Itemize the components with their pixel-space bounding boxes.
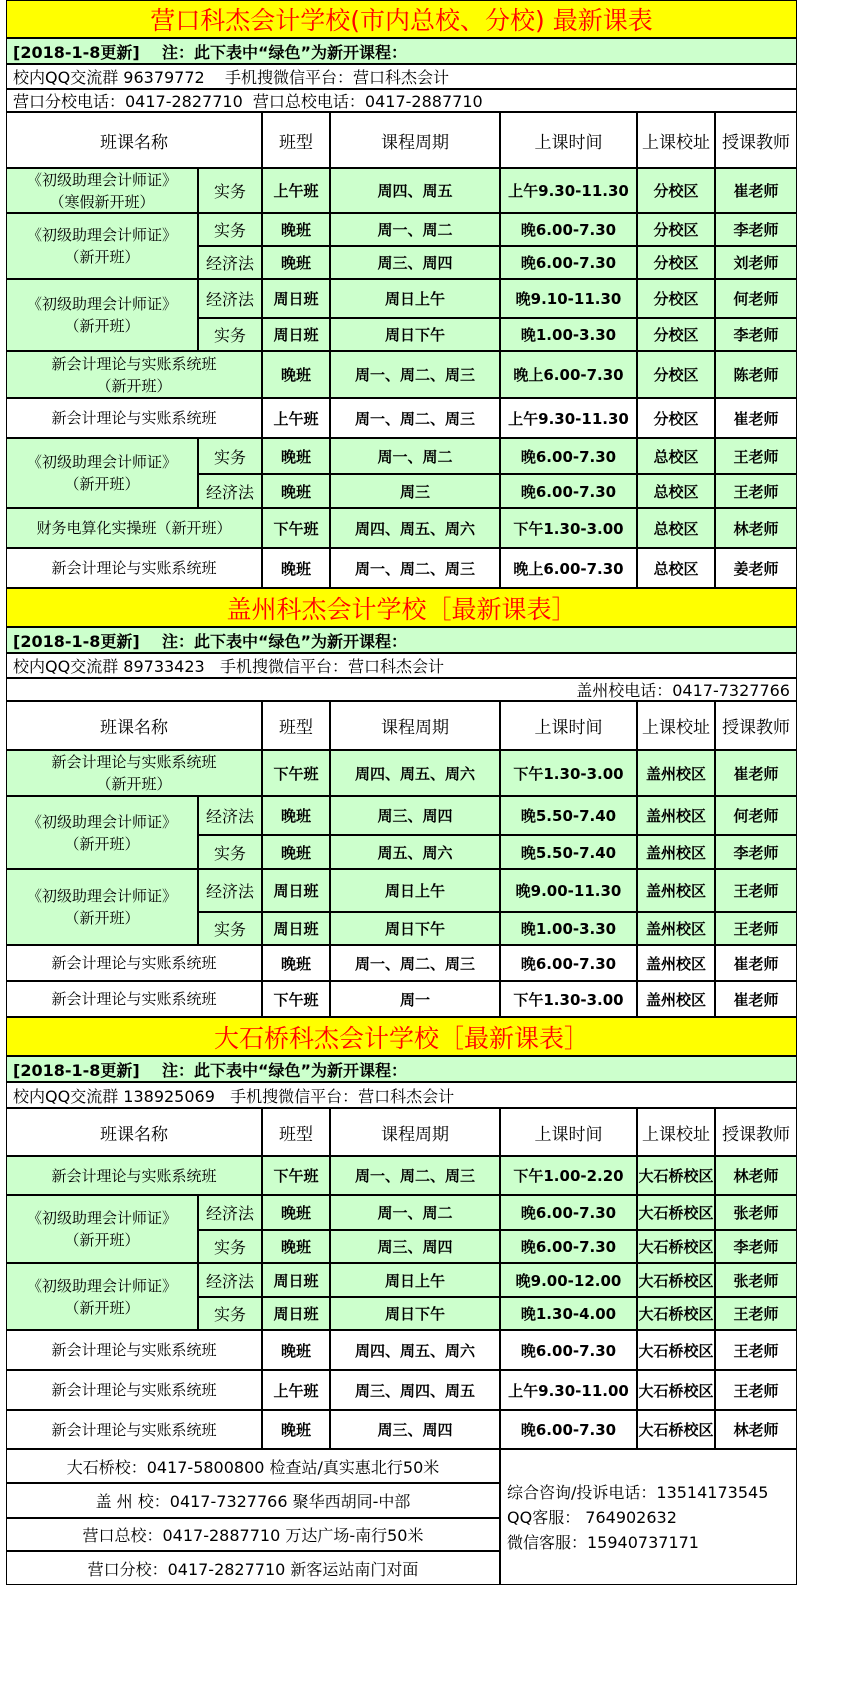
course-name (6, 1263, 198, 1330)
course-name-line1: 新会计理论与实账系统班 (51, 753, 217, 771)
subject: 实务 (198, 213, 262, 246)
class-teacher: 刘老师 (715, 246, 797, 279)
header-6: 授课教师 (715, 1108, 797, 1156)
class-time: 晚1.30-4.00 (500, 1297, 637, 1330)
class-type: 晚班 (262, 1330, 330, 1370)
class-period: 周一、周二 (330, 438, 500, 474)
class-teacher: 林老师 (715, 508, 797, 548)
class-type: 周日班 (262, 912, 330, 945)
course-name: 新会计理论与实账系统班 (6, 1330, 262, 1370)
class-teacher: 张老师 (715, 1263, 797, 1297)
class-time: 晚9.00-12.00 (500, 1263, 637, 1297)
update-note: [2018-1-8更新] 注：此下表中“绿色”为新开课程： (6, 627, 797, 653)
class-time: 上午9.30-11.30 (500, 398, 637, 438)
class-site: 大石桥校区 (637, 1297, 715, 1330)
course-name-line1: 新会计理论与实账系统班 (51, 354, 217, 373)
class-teacher: 崔老师 (715, 168, 797, 213)
subject: 实务 (198, 835, 262, 869)
course-name-line2: （新开班） (96, 376, 172, 395)
class-site: 分校区 (637, 246, 715, 279)
class-period: 周一、周二、周三 (330, 945, 500, 981)
course-name: 新会计理论与实账系统班 (6, 945, 262, 981)
course-name-line1: 《初级助理会计师证》 (26, 453, 177, 471)
class-type: 晚班 (262, 213, 330, 246)
course-name: 新会计理论与实账系统班 (6, 1370, 262, 1410)
class-type: 晚班 (262, 945, 330, 981)
class-site: 大石桥校区 (637, 1230, 715, 1263)
class-time: 晚1.00-3.30 (500, 318, 637, 351)
class-type: 下午班 (262, 981, 330, 1017)
class-time: 晚6.00-7.30 (500, 246, 637, 279)
class-type: 晚班 (262, 1230, 330, 1263)
subject: 实务 (198, 912, 262, 945)
class-period: 周一、周二 (330, 1195, 500, 1230)
class-type: 下午班 (262, 1156, 330, 1195)
course-name-line1: 《初级助理会计师证》 (26, 812, 177, 831)
header-5: 上课校址 (637, 1108, 715, 1156)
class-teacher: 林老师 (715, 1156, 797, 1195)
subject: 实务 (198, 318, 262, 351)
subject: 经济法 (198, 796, 262, 835)
class-type: 晚班 (262, 796, 330, 835)
subject: 经济法 (198, 279, 262, 318)
class-time: 晚6.00-7.30 (500, 945, 637, 981)
course-name-line1: 《初级助理会计师证》 (26, 887, 177, 905)
campus-address-2: 盖 州 校：0417-7327766 聚华西胡同-中部 (6, 1483, 500, 1518)
class-site: 大石桥校区 (637, 1156, 715, 1195)
course-name (6, 279, 198, 351)
course-name-line2: （新开班） (64, 1231, 140, 1249)
course-name-line2: （新开班） (64, 909, 140, 927)
subject: 经济法 (198, 1195, 262, 1230)
class-time: 晚6.00-7.30 (500, 1195, 637, 1230)
class-period: 周日上午 (330, 279, 500, 318)
class-type: 晚班 (262, 835, 330, 869)
header-6: 授课教师 (715, 112, 797, 168)
class-period: 周三、周四 (330, 1230, 500, 1263)
class-site: 大石桥校区 (637, 1410, 715, 1449)
qq-group-line: 校内QQ交流群 96379772 手机搜微信平台：营口科杰会计 (6, 64, 797, 89)
class-period: 周一、周二、周三 (330, 351, 500, 398)
course-name-line2: （新开班） (96, 775, 172, 793)
subject: 经济法 (198, 1263, 262, 1297)
class-teacher: 王老师 (715, 869, 797, 912)
header-3: 课程周期 (330, 701, 500, 750)
class-time: 晚6.00-7.30 (500, 1410, 637, 1449)
class-period: 周三 (330, 474, 500, 508)
course-name: 新会计理论与实账系统班 (6, 1156, 262, 1195)
class-type: 下午班 (262, 750, 330, 796)
class-time: 晚6.00-7.30 (500, 438, 637, 474)
class-teacher: 何老师 (715, 279, 797, 318)
class-period: 周四、周五、周六 (330, 1330, 500, 1370)
class-site: 分校区 (637, 351, 715, 398)
header-6: 授课教师 (715, 701, 797, 750)
class-time: 上午9.30-11.30 (500, 168, 637, 213)
course-name-line1: 《初级助理会计师证》 (26, 226, 177, 244)
header-3: 课程周期 (330, 1108, 500, 1156)
class-site: 分校区 (637, 398, 715, 438)
class-period: 周一、周二、周三 (330, 1156, 500, 1195)
class-type: 上午班 (262, 168, 330, 213)
subject: 实务 (198, 438, 262, 474)
class-period: 周一 (330, 981, 500, 1017)
class-teacher: 崔老师 (715, 981, 797, 1017)
course-name-line2: （寒假新开班） (49, 192, 155, 211)
contact-line-3: 微信客服：15940737171 (507, 1532, 699, 1552)
contact-line-1: 综合咨询/投诉电话：13514173545 (507, 1482, 769, 1502)
class-teacher: 李老师 (715, 318, 797, 351)
course-name (6, 1195, 198, 1263)
class-type: 周日班 (262, 1263, 330, 1297)
class-teacher: 崔老师 (715, 750, 797, 796)
phone-line: 营口分校电话：0417-2827710 营口总校电话：0417-2887710 (6, 89, 797, 112)
class-period: 周一、周二 (330, 213, 500, 246)
campus-address-3: 营口总校：0417-2887710 万达广场-南行50米 (6, 1518, 500, 1551)
header-1: 班课名称 (6, 112, 262, 168)
class-teacher: 王老师 (715, 912, 797, 945)
class-site: 盖州校区 (637, 981, 715, 1017)
subject: 经济法 (198, 869, 262, 912)
class-type: 下午班 (262, 508, 330, 548)
course-name: 财务电算化实操班（新开班） (6, 508, 262, 548)
class-type: 晚班 (262, 1410, 330, 1449)
class-period: 周三、周四 (330, 1410, 500, 1449)
class-time: 晚5.50-7.40 (500, 835, 637, 869)
course-name (6, 213, 198, 279)
class-type: 周日班 (262, 1297, 330, 1330)
class-period: 周三、周四、周五 (330, 1370, 500, 1410)
class-period: 周三、周四 (330, 796, 500, 835)
update-note: [2018-1-8更新] 注：此下表中“绿色”为新开课程： (6, 38, 797, 64)
course-name: 新会计理论与实账系统班 (6, 1410, 262, 1449)
class-type: 晚班 (262, 548, 330, 588)
class-teacher: 李老师 (715, 1230, 797, 1263)
class-site: 分校区 (637, 168, 715, 213)
header-4: 上课时间 (500, 112, 637, 168)
class-time: 晚6.00-7.30 (500, 1330, 637, 1370)
class-site: 分校区 (637, 279, 715, 318)
class-period: 周一、周二、周三 (330, 398, 500, 438)
header-2: 班型 (262, 1108, 330, 1156)
class-period: 周日上午 (330, 869, 500, 912)
class-teacher: 李老师 (715, 213, 797, 246)
class-period: 周日下午 (330, 912, 500, 945)
course-name (6, 796, 198, 869)
course-name-line2: （新开班） (64, 248, 140, 266)
header-1: 班课名称 (6, 1108, 262, 1156)
section-title: 营口科杰会计学校(市内总校、分校) 最新课表 (6, 0, 797, 38)
course-name-line2: （新开班） (64, 475, 140, 493)
class-site: 大石桥校区 (637, 1370, 715, 1410)
campus-address-4: 营口分校：0417-2827710 新客运站南门对面 (6, 1551, 500, 1585)
update-note: [2018-1-8更新] 注：此下表中“绿色”为新开课程： (6, 1056, 797, 1082)
class-period: 周四、周五、周六 (330, 750, 500, 796)
class-type: 晚班 (262, 474, 330, 508)
course-name-line1: 《初级助理会计师证》 (26, 1276, 177, 1295)
class-time: 下午1.30-3.00 (500, 750, 637, 796)
class-time: 下午1.00-2.20 (500, 1156, 637, 1195)
subject: 经济法 (198, 474, 262, 508)
course-name-line2: （新开班） (64, 1298, 140, 1317)
phone-line: 盖州校电话：0417-7327766 (6, 678, 797, 701)
course-name: 新会计理论与实账系统班 (6, 981, 262, 1017)
class-site: 总校区 (637, 474, 715, 508)
class-type: 晚班 (262, 351, 330, 398)
subject: 实务 (198, 168, 262, 213)
class-teacher: 崔老师 (715, 398, 797, 438)
campus-address-1: 大石桥校：0417-5800800 检查站/真实惠北行50米 (6, 1449, 500, 1483)
class-period: 周日下午 (330, 1297, 500, 1330)
course-name-line1: 《初级助理会计师证》 (26, 295, 177, 313)
class-period: 周五、周六 (330, 835, 500, 869)
header-4: 上课时间 (500, 1108, 637, 1156)
header-2: 班型 (262, 701, 330, 750)
course-name: 新会计理论与实账系统班 (6, 398, 262, 438)
class-site: 盖州校区 (637, 796, 715, 835)
course-name-line1: 《初级助理会计师证》 (26, 1209, 177, 1227)
class-site: 盖州校区 (637, 750, 715, 796)
class-type: 周日班 (262, 318, 330, 351)
class-site: 总校区 (637, 548, 715, 588)
class-time: 下午1.30-3.00 (500, 508, 637, 548)
qq-group-line: 校内QQ交流群 138925069 手机搜微信平台：营口科杰会计 (6, 1082, 797, 1108)
class-time: 上午9.30-11.00 (500, 1370, 637, 1410)
course-name (6, 438, 198, 508)
class-period: 周四、周五、周六 (330, 508, 500, 548)
class-teacher: 陈老师 (715, 351, 797, 398)
class-site: 大石桥校区 (637, 1195, 715, 1230)
class-time: 晚上6.00-7.30 (500, 548, 637, 588)
class-site: 总校区 (637, 508, 715, 548)
header-1: 班课名称 (6, 701, 262, 750)
class-site: 大石桥校区 (637, 1263, 715, 1297)
class-site: 盖州校区 (637, 912, 715, 945)
class-site: 盖州校区 (637, 835, 715, 869)
subject: 实务 (198, 1230, 262, 1263)
subject: 实务 (198, 1297, 262, 1330)
class-site: 大石桥校区 (637, 1330, 715, 1370)
section-title: 大石桥科杰会计学校［最新课表］ (6, 1017, 797, 1056)
contact-box (500, 1449, 797, 1585)
class-time: 晚5.50-7.40 (500, 796, 637, 835)
class-time: 晚9.10-11.30 (500, 279, 637, 318)
header-3: 课程周期 (330, 112, 500, 168)
class-teacher: 王老师 (715, 1330, 797, 1370)
class-teacher: 王老师 (715, 438, 797, 474)
class-teacher: 李老师 (715, 835, 797, 869)
class-teacher: 何老师 (715, 796, 797, 835)
class-period: 周四、周五 (330, 168, 500, 213)
header-4: 上课时间 (500, 701, 637, 750)
course-name (6, 351, 262, 398)
header-5: 上课校址 (637, 112, 715, 168)
course-name (6, 750, 262, 796)
class-time: 晚9.00-11.30 (500, 869, 637, 912)
class-period: 周一、周二、周三 (330, 548, 500, 588)
section-title: 盖州科杰会计学校［最新课表］ (6, 588, 797, 627)
class-time: 晚上6.00-7.30 (500, 351, 637, 398)
class-teacher: 崔老师 (715, 945, 797, 981)
class-period: 周日上午 (330, 1263, 500, 1297)
course-name (6, 168, 198, 213)
course-name-line2: （新开班） (64, 317, 140, 335)
class-time: 下午1.30-3.00 (500, 981, 637, 1017)
class-site: 分校区 (637, 318, 715, 351)
class-time: 晚6.00-7.30 (500, 1230, 637, 1263)
course-name-line2: （新开班） (64, 834, 140, 853)
class-teacher: 张老师 (715, 1195, 797, 1230)
class-site: 盖州校区 (637, 945, 715, 981)
class-site: 分校区 (637, 213, 715, 246)
class-type: 晚班 (262, 1195, 330, 1230)
class-type: 晚班 (262, 246, 330, 279)
class-site: 盖州校区 (637, 869, 715, 912)
class-site: 总校区 (637, 438, 715, 474)
class-teacher: 王老师 (715, 1370, 797, 1410)
class-type: 上午班 (262, 398, 330, 438)
class-time: 晚6.00-7.30 (500, 474, 637, 508)
header-2: 班型 (262, 112, 330, 168)
class-period: 周三、周四 (330, 246, 500, 279)
class-type: 周日班 (262, 279, 330, 318)
class-teacher: 王老师 (715, 1297, 797, 1330)
course-name (6, 869, 198, 945)
class-teacher: 王老师 (715, 474, 797, 508)
course-name-line1: 《初级助理会计师证》 (26, 170, 177, 189)
subject: 经济法 (198, 246, 262, 279)
class-type: 上午班 (262, 1370, 330, 1410)
contact-line-2: QQ客服： 764902632 (507, 1507, 677, 1527)
class-time: 晚6.00-7.30 (500, 213, 637, 246)
qq-group-line: 校内QQ交流群 89733423 手机搜微信平台：营口科杰会计 (6, 653, 797, 678)
header-5: 上课校址 (637, 701, 715, 750)
class-teacher: 林老师 (715, 1410, 797, 1449)
class-type: 周日班 (262, 869, 330, 912)
class-time: 晚1.00-3.30 (500, 912, 637, 945)
class-type: 晚班 (262, 438, 330, 474)
class-teacher: 姜老师 (715, 548, 797, 588)
course-name: 新会计理论与实账系统班 (6, 548, 262, 588)
class-period: 周日下午 (330, 318, 500, 351)
